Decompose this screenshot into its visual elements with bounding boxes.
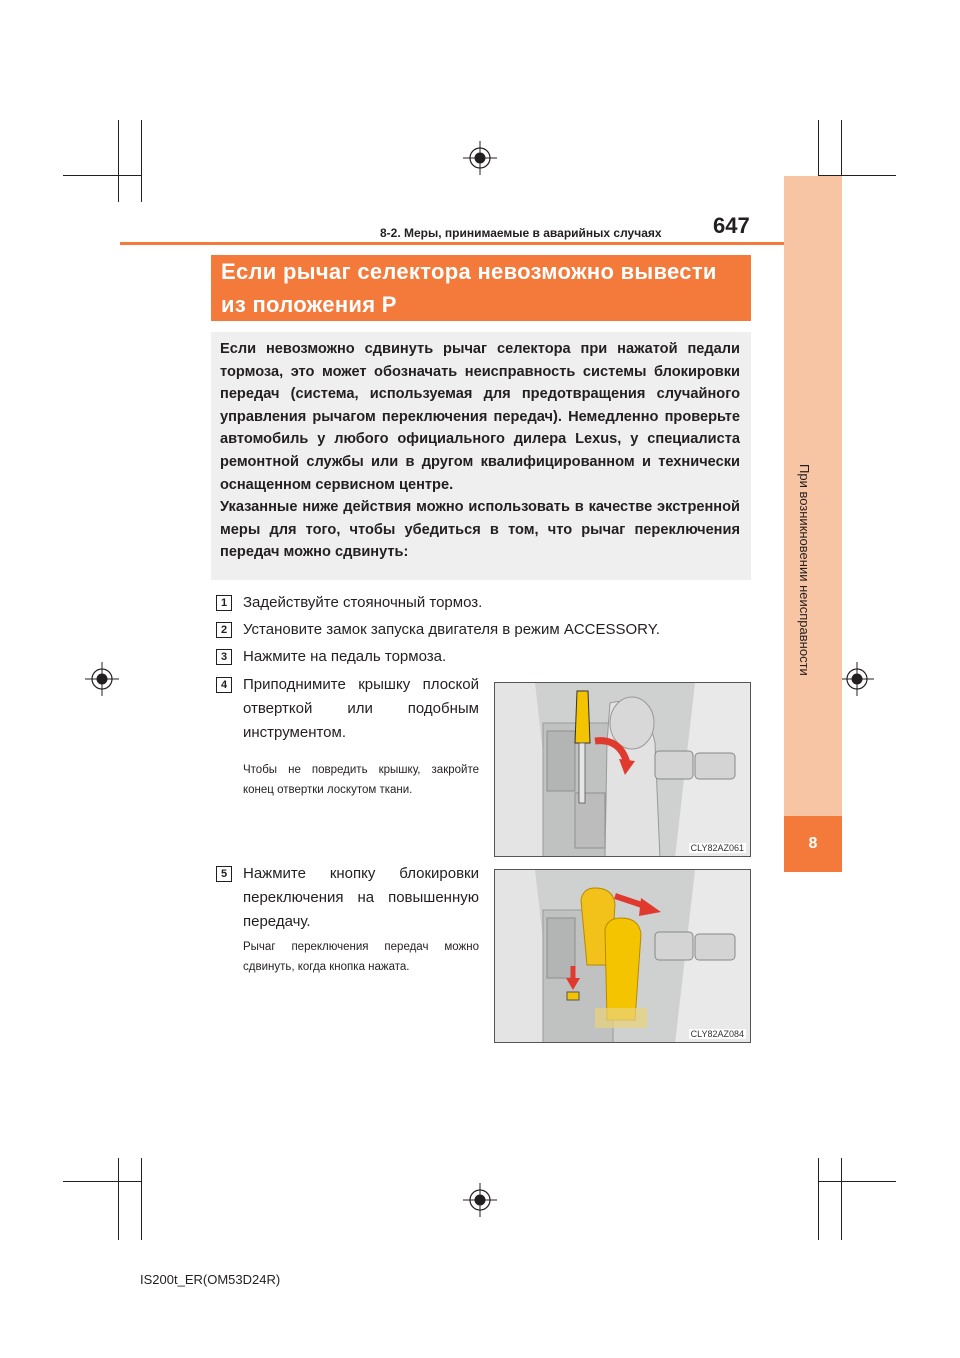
step-text: Задействуйте стояночный тормоз.: [243, 594, 483, 611]
step-number-badge: 1: [216, 595, 232, 611]
step-text: Нажмите на педаль тормоза.: [243, 648, 447, 665]
shift-lever-illustration: [495, 870, 751, 1043]
figure-code: CLY82AZ061: [690, 843, 744, 853]
step-note: Рычаг переключения передач можно сдвинуть, когда кнопка нажата.: [243, 941, 479, 973]
chapter-number: 8: [784, 816, 842, 872]
page-number: 647: [713, 213, 750, 238]
step-number-badge: 5: [216, 866, 232, 882]
step-number-badge: 4: [216, 677, 232, 693]
crop-mark: [841, 1158, 842, 1240]
crop-mark: [818, 1181, 896, 1182]
registration-mark-icon: [85, 662, 119, 696]
intro-paragraph: Указанные ниже действия можно использовать в качестве экстренной меры для того, чтобы убедиться в том, что рычаг переключения передач можно сдвинуть:: [220, 499, 740, 561]
chapter-tab-label: При возникновении неисправности: [797, 464, 812, 676]
figure-code: CLY82AZ084: [690, 1029, 744, 1039]
intro-box: [211, 332, 751, 580]
step-note: Чтобы не повредить крышку, закройте конец отвертки лоскутом ткани.: [243, 764, 479, 796]
section-header: 8-2. Меры, принимаемые в аварийных случаях: [380, 226, 662, 240]
crop-mark: [63, 1181, 141, 1182]
step-text: Приподнимите крышку плоской отверткой или подобным инструментом.: [243, 676, 479, 741]
step-text: Нажмите кнопку блокировки переключения на повышенную передачу.: [243, 865, 479, 930]
registration-mark-icon: [840, 662, 874, 696]
crop-mark: [118, 120, 119, 202]
section-title: Если рычаг селектора невозможно вывести из положения P: [211, 255, 751, 321]
step-number-badge: 3: [216, 649, 232, 665]
registration-mark-icon: [463, 141, 497, 175]
header-rule: [120, 242, 784, 245]
document-code: IS200t_ER(OM53D24R): [140, 1272, 281, 1287]
illustration-screwdriver: [494, 682, 751, 857]
registration-mark-icon: [463, 1183, 497, 1217]
step-text: Установите замок запуска двигателя в режим ACCESSORY.: [243, 621, 660, 638]
crop-mark: [63, 175, 141, 176]
intro-paragraph: Если невозможно сдвинуть рычаг селектора при нажатой педали тормоза, это может обозначать неисправность системы блокировки передач (система, используемая для предотвращения случайного управления рычагом переключения передач). Немедленно проверьте автомобиль у любого официального дилера Lexus, у специалиста ремонтной службы или в другом квалифицированном и технически оснащенном сервисном центре.: [220, 341, 740, 493]
crop-mark: [141, 1158, 142, 1240]
step-number-badge: 2: [216, 622, 232, 638]
illustration-shift-lever: [494, 869, 751, 1043]
crop-mark: [141, 120, 142, 202]
crop-mark: [818, 1158, 819, 1240]
console-screwdriver-illustration: [495, 683, 751, 857]
crop-mark: [118, 1158, 119, 1240]
